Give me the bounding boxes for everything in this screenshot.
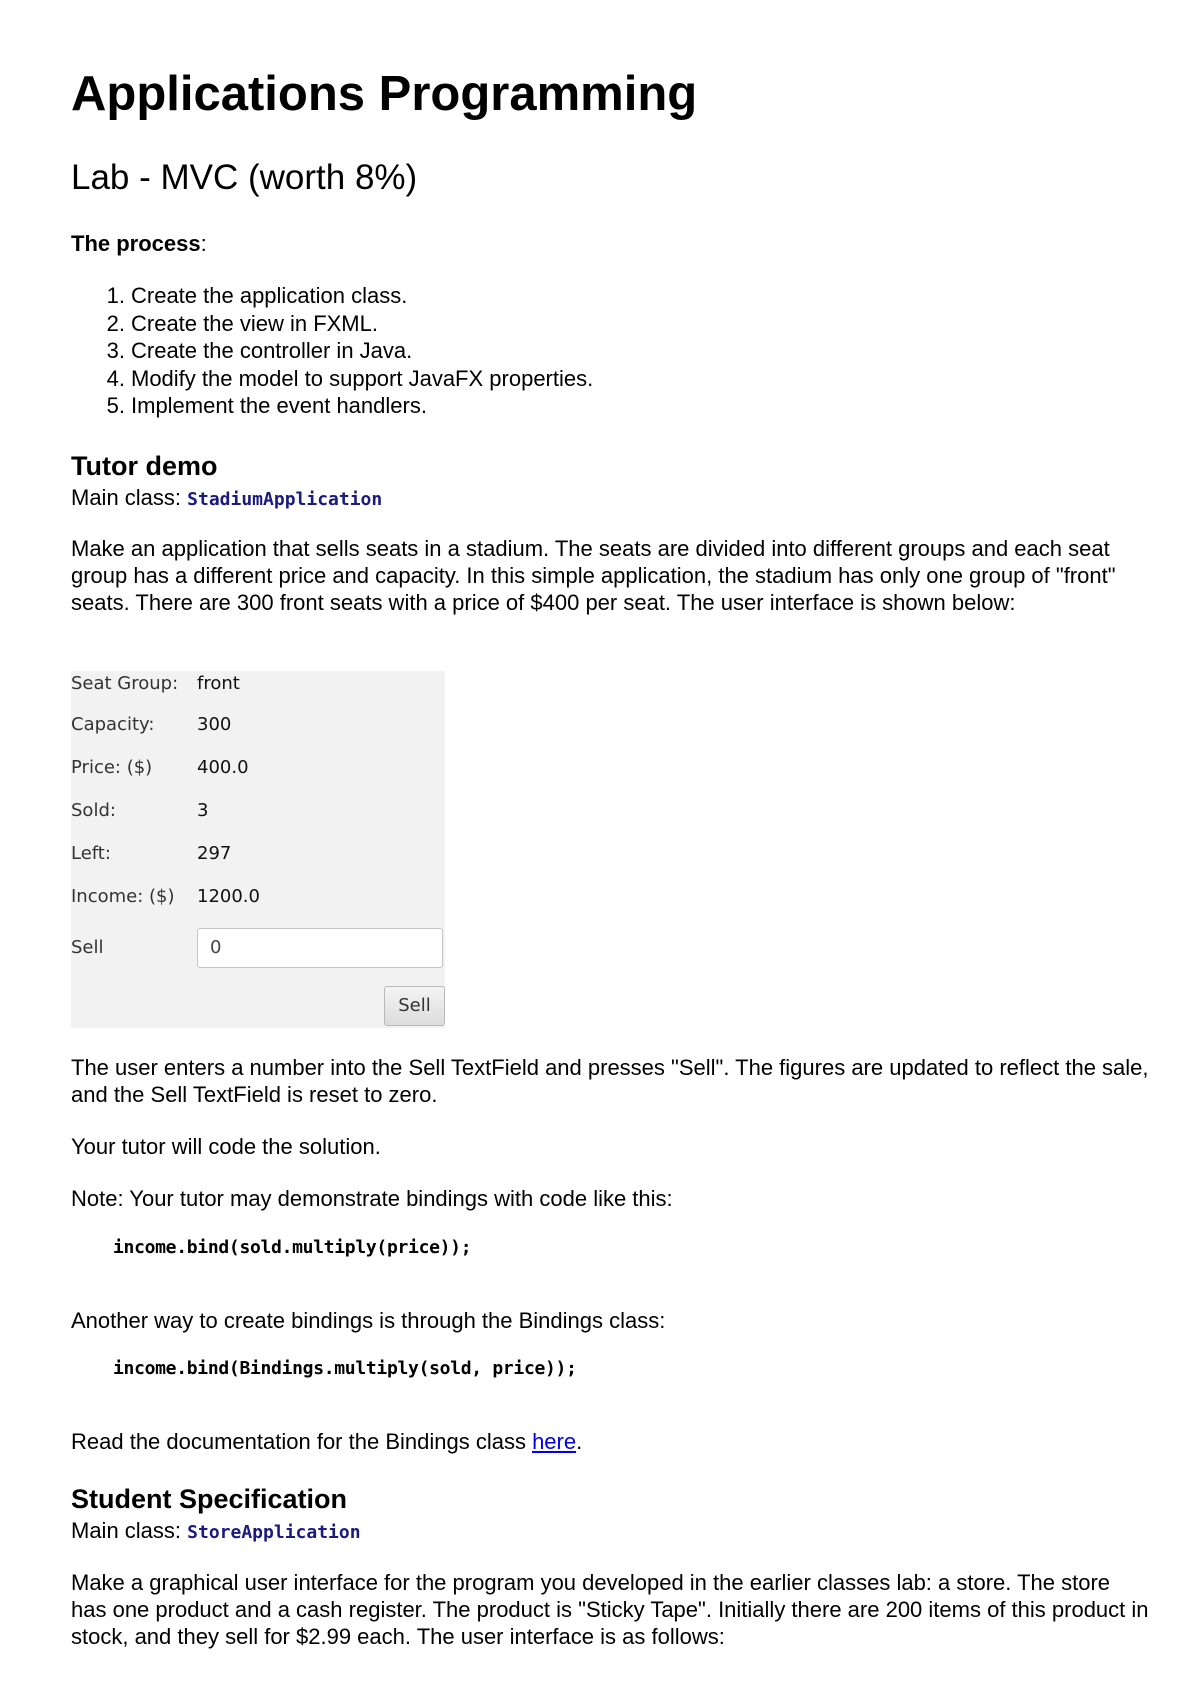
student-description: Make a graphical user interface for the program you developed in the earlier classes lab: a store. The store has one product and a cash register. The product is "Sticky Tape". Initially there are 200 items of this product in stock, and they sell for $2.99 each. The user interface is as follows: (71, 1570, 1149, 1649)
sold-label: Sold: (71, 800, 116, 821)
left-value: 297 (197, 843, 232, 864)
tutor-main-class-code: StadiumApplication (187, 489, 383, 510)
price-value: 400.0 (197, 757, 249, 778)
bindings-doc-link[interactable]: here (532, 1429, 577, 1454)
seat-group-label: Seat Group: (71, 673, 179, 694)
tutor-code-text: Your tutor will code the solution. (71, 1134, 381, 1159)
another-way-text: Another way to create bindings is through the Bindings class: (71, 1308, 666, 1333)
seat-group-value: front (197, 673, 240, 694)
tutor-main-class: Main class: StadiumApplication (71, 485, 383, 510)
tutor-description: Make an application that sells seats in a stadium. The seats are divided into different groups and each seat group has a different price and capacity. In this simple application, the stadium has only one group of "front" seats. There are 300 front seats with a price of $400 per seat. The user interface is shown below: (71, 536, 1116, 615)
lab-subtitle: Lab - MVC (worth 8%) (71, 158, 418, 197)
list-item: 5. Implement the event handlers. (106, 393, 427, 418)
price-label: Price: ($) (71, 757, 153, 778)
student-main-class-code: StoreApplication (187, 1522, 361, 1543)
student-main-class: Main class: StoreApplication (71, 1518, 361, 1543)
note-text: Note: Your tutor may demonstrate bindings with code like this: (71, 1186, 673, 1211)
sold-value: 3 (197, 800, 209, 821)
list-item: 1. Create the application class. (106, 283, 408, 308)
process-label: The process: (71, 231, 207, 256)
process-steps-list (71, 282, 593, 420)
sell-label: Sell (71, 937, 104, 958)
list-item: 2. Create the view in FXML. (106, 310, 378, 336)
stadium-ui-screenshot (71, 671, 445, 1028)
code-block-2: income.bind(Bindings.multiply(sold, price)); (113, 1358, 577, 1379)
tutor-demo-heading: Tutor demo (71, 451, 218, 481)
after-ui-text: The user enters a number into the Sell TextField and presses "Sell". The figures are updated to reflect the sale, and the Sell TextField is reset to zero. (71, 1055, 1149, 1107)
code-block-1: income.bind(sold.multiply(price)); (113, 1237, 472, 1258)
income-label: Income: ($) (71, 886, 175, 907)
read-doc-text: Read the documentation for the Bindings class here. (71, 1429, 583, 1454)
income-value: 1200.0 (197, 886, 260, 907)
list-item: 3. Create the controller in Java. (106, 338, 413, 363)
list-item: 4. Modify the model to support JavaFX properties. (106, 365, 594, 391)
student-spec-heading: Student Specification (71, 1484, 348, 1514)
page-title: Applications Programming (71, 67, 698, 121)
sell-input[interactable]: 0 (197, 928, 443, 968)
capacity-label: Capacity: (71, 714, 155, 735)
sell-button[interactable]: Sell (384, 986, 445, 1026)
capacity-value: 300 (197, 714, 232, 735)
left-label: Left: (71, 843, 111, 864)
